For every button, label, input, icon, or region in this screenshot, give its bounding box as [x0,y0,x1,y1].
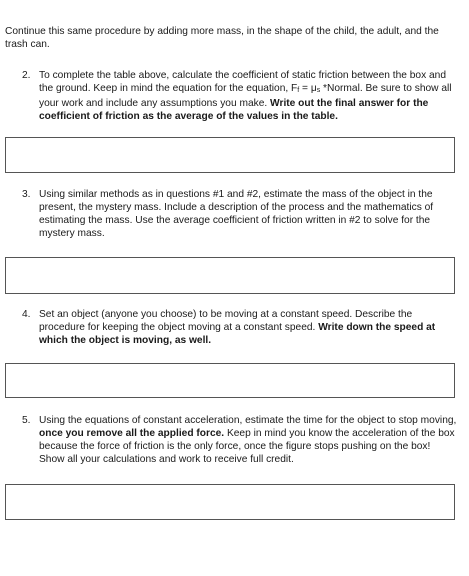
question-text: Using the equations of constant acceleration, estimate the time for the object to stop moving, once you remove all the applied force. Keep in mind you know the acceleration of the box because the force of friction is the only force, once the figure stops pushing on the box! Show all your calculations and work to receive full credit. [39,415,457,465]
answer-box-4[interactable] [5,363,455,398]
question-bold-instruction: Write out the final answer for the coefficient of friction as the average of the values in the table. [39,98,429,122]
question-3 [22,188,458,240]
question-number: 3. [22,189,31,200]
question-bold-instruction: once you remove all the applied force. [39,428,225,439]
question-text: Set an object (anyone you choose) to be moving at a constant speed. Describe the procedure for keeping the object moving at a constant speed. Write down the speed at which the object is moving, as well. [39,309,436,346]
question-2 [22,69,458,123]
intro-paragraph [5,25,445,51]
question-number: 2. [22,70,31,81]
answer-box-2[interactable] [5,137,455,173]
question-text: Using similar methods as in questions #1 and #2, estimate the mass of the object in the present, the mystery mass. Include a description of the process and the mathematics of estimating the mass. Use the average coefficient of friction written in #2 to solve for the mystery mass. [39,189,434,239]
answer-box-5[interactable] [5,484,455,520]
question-4 [22,308,458,347]
question-number: 5. [22,415,31,426]
intro-text: Continue this same procedure by adding more mass, in the shape of the child, the adult, and the trash can. [5,26,439,50]
question-bold-instruction: Write down the speed at which the object is moving, as well. [39,322,436,346]
answer-box-3[interactable] [5,257,455,294]
question-text: To complete the table above, calculate the coefficient of static friction between the box and the ground. Keep in mind the equation for the equation, Ff = μs *Normal. Be sure to show all your work and include any assumptions you make. Write out the final answer for the coefficient of friction as the average of the values in the table. [39,70,452,122]
question-number: 4. [22,309,31,320]
question-5 [22,414,458,466]
